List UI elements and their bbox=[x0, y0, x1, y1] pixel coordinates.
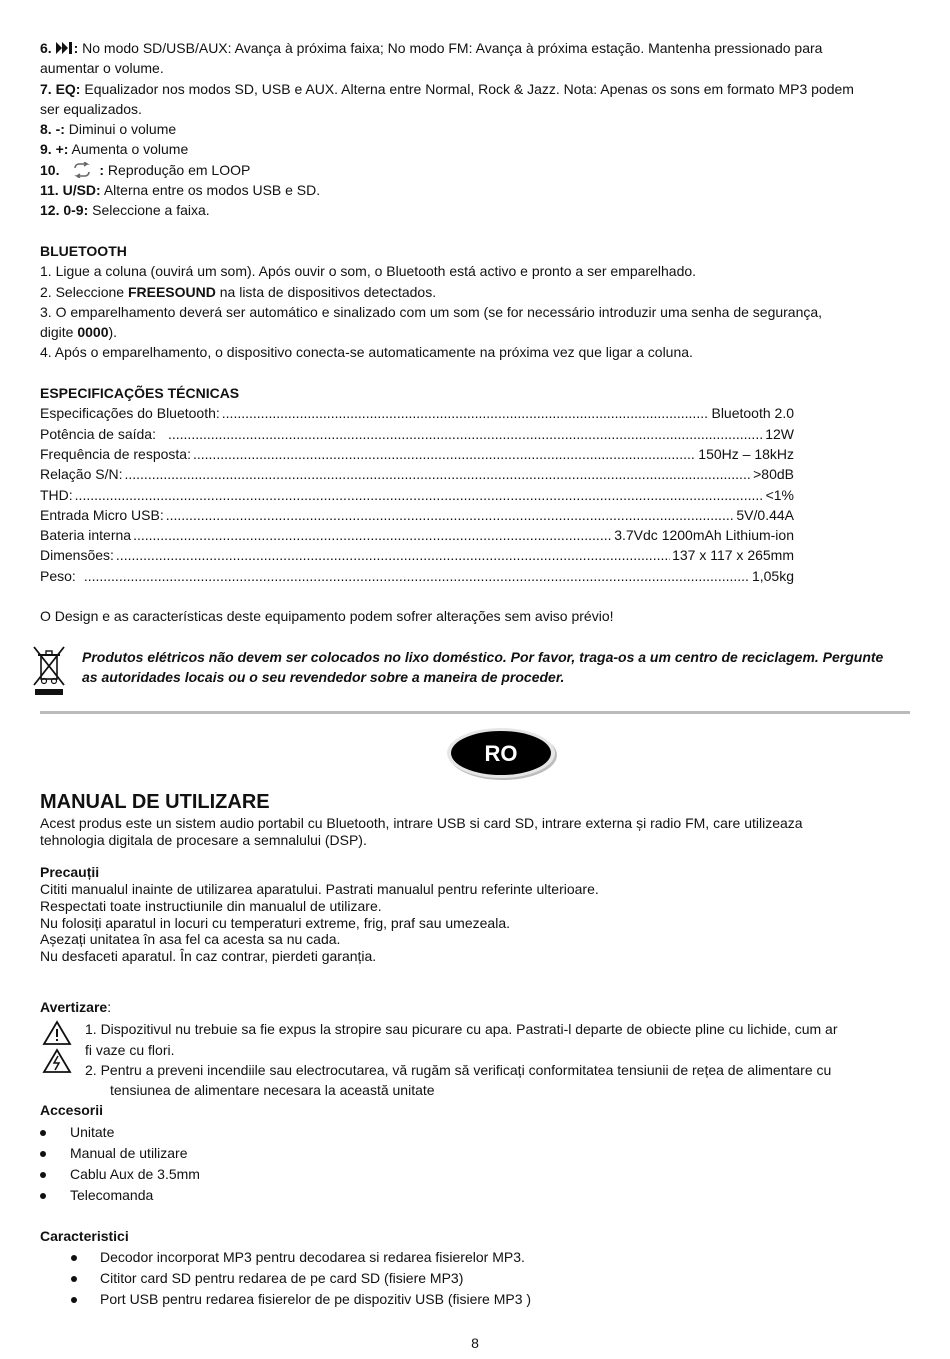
spec-row bbox=[40, 505, 794, 525]
recycle-notice-line-1: Produtos elétricos não devem ser colocados no lixo doméstico. Por favor, traga-os a um centro de reciclagem. Pergunte bbox=[82, 649, 884, 665]
bluetooth-step-2-post: na lista de dispositivos detectados. bbox=[215, 284, 437, 300]
specs-heading: ESPECIFICAÇÕES TÉCNICAS bbox=[40, 385, 240, 401]
precautie-item: Așezați unitatea în asa fel ca acesta sa nu cada. bbox=[40, 931, 341, 947]
control-item-9-text: Aumenta o volume bbox=[68, 141, 189, 157]
skip-next-icon bbox=[56, 42, 74, 54]
spec-value: 1,05kg bbox=[751, 568, 794, 584]
precautie-item: Nu folosiți aparatul in locuri cu temperaturi extreme, frig, praf sau umezeala. bbox=[40, 915, 510, 931]
accesorii-heading: Accesorii bbox=[40, 1102, 104, 1118]
spec-label: Peso: bbox=[40, 568, 76, 584]
precautie-item: Cititi manualul inainte de utilizarea aparatului. Pastrati manualul pentru referinte ulterioare. bbox=[40, 881, 599, 897]
warning-1-cont: fi vaze cu flori. bbox=[85, 1042, 175, 1058]
recycle-notice-line-2: as autoridades locais ou o seu revendedor sobre a maneira de proceder. bbox=[82, 669, 565, 685]
spec-label: Bateria interna bbox=[40, 527, 132, 543]
crossed-bin-icon bbox=[32, 645, 66, 697]
warning-triangle-icon bbox=[42, 1020, 72, 1046]
bluetooth-pin: 0000 bbox=[77, 324, 109, 340]
control-item-10 bbox=[40, 160, 250, 180]
control-item-10-label: 10. bbox=[40, 162, 60, 178]
language-badge bbox=[446, 725, 558, 781]
spec-row bbox=[40, 545, 794, 565]
bluetooth-step-3-cont bbox=[40, 322, 117, 342]
control-item-7-label: 7. EQ: bbox=[40, 81, 81, 97]
warning-2: 2. Pentru a preveni incendiile sau electrocutarea, vă rugăm să verificați conformitatea tensiunii de rețea de alimentare cu bbox=[85, 1062, 832, 1078]
spec-label: Frequência de resposta: bbox=[40, 446, 191, 462]
spec-value: 12W bbox=[765, 426, 794, 442]
manual-intro-line-2: tehnologia digitala de procesare a semnalului (DSP). bbox=[40, 832, 367, 848]
control-item-8-label: 8. -: bbox=[40, 121, 65, 137]
control-item-10-text: Reprodução em LOOP bbox=[104, 162, 251, 178]
spec-value: 5V/0.44A bbox=[736, 507, 794, 523]
page-number: 8 bbox=[471, 1335, 479, 1351]
warning-1: 1. Dispozitivul nu trebuie sa fie expus la stropire sau picurare cu apa. Pastrati-l departe de obiecte pline cu lichide, cum ar bbox=[85, 1021, 838, 1037]
spec-label: Potência de saída: bbox=[40, 426, 156, 442]
spec-value: 137 x 117 x 265mm bbox=[672, 547, 794, 563]
avertizare-heading: Avertizare bbox=[40, 999, 108, 1015]
precautii-heading: Precauții bbox=[40, 864, 100, 880]
bluetooth-device-name: FREESOUND bbox=[127, 284, 216, 300]
bluetooth-step-3: 3. O emparelhamento deverá ser automático e sinalizado com um som (se for necessário introduzir uma senha de segurança, bbox=[40, 304, 823, 320]
bluetooth-heading: BLUETOOTH bbox=[40, 243, 127, 259]
manual-title: MANUAL DE UTILIZARE bbox=[40, 791, 270, 813]
spec-label: Especificações do Bluetooth: bbox=[40, 405, 220, 421]
warning-2-cont: tensiunea de alimentare necesara la această unitate bbox=[110, 1082, 435, 1098]
caracteristici-heading: Caracteristici bbox=[40, 1228, 129, 1244]
control-item-11-text: Alterna entre os modos USB e SD. bbox=[100, 182, 321, 198]
control-item-6 bbox=[40, 38, 822, 58]
precautie-item: Respectati toate instructiunile din manualul de utilizare. bbox=[40, 898, 382, 914]
manual-page: 6. : No modo SD/USB/AUX: Avança à próxima faixa; No modo FM: Avança à próxima estação. Mantenha pressionado para aumentar o volume. 7. EQ: Equalizador nos modos SD, USB e AUX. Alterna entre Normal, Rock & Jazz. Nota: Apenas os sons em formato MP3 podem ser equalizados. 8. -: Diminui o volume 9. +: Aumenta o volume 10. : Reprodução em LOOP 11. U/SD: Alterna entre os modos USB e SD. 12. 0-9: Seleccione a faixa. BLUETOOTH 1. Ligue a coluna (ouvirá um som). Após ouvir o som, o Bluetooth está activo e pronto a ser emparelhado. 2. Seleccione FREESOUND na lista de dispositivos detectados. 3. O emparelhamento deverá ser automático e sinalizado com um som (se for necessário introduzir uma senha de segurança, digite 0000). 4. Após o emparelhamento, o dispositivo conecta-se automaticamente na próxima vez que ligar a coluna. ESPECIFICAÇÕES TÉCNICAS Especificações do Bluetooth: ..... Bluetooth 2.0 Potência de saída: ..... 12W Frequência de resposta: ..... 150Hz – 18kHz Relação S/N: ..... >80dB THD: ..... <1% Entrada Micro USB: ..... 5V/0.44A Bateria interna ..... 3.7Vdc 1200mAh Lithium-ion Dimensões: ..... 137 x 117 x 265mm Peso: ..... 1,05kg O Design e as características deste equipamento podem sofrer alterações sem aviso prévio! Produtos elétricos não devem ser colocados no lixo doméstico. Por favor, traga-os a um centro de reciclagem. Pergunte as autoridades locais ou o seu revendedor sobre a maneira de proceder. RO MANUAL DE UTILIZARE Acest produs este un sistem audio portabil cu Bluetooth, intrare USB si card SD, intrare externa și radio FM, care utilizeaza tehnologia digitala de procesare a semnalului (DSP). Precauții Cititi manualul inainte de utilizarea aparatului. Pastrati manualul pentru referinte ulterioare. Respectati toate instructiunile din manualul de utilizare. Nu folosiți aparatul in locuri cu temperaturi extreme, frig, praf sau umezeala. Așezați unitatea în asa fel ca acesta sa nu cada. Nu desfaceti aparatul. În caz contrar, pierdeti garanția. Avertizare: 1. Dispozitivul nu trebuie sa fie expus la stropire sau picurare cu apa. Pastrati-l departe de obiecte pline cu lichide, cum ar fi vaze cu flori. 2. Pentru a preveni incendiile sau electrocutarea, vă rugăm să verificați conformitatea tensiunii de rețea de alimentare cu tensiunea de alimentare necesara la această unitate Accesorii Unitate Manual de utilizare Cablu Aux de 3.5mm Telecomanda Caracteristici Decodor incorporat MP3 pentru decodarea si redarea fisierelor MP3. Cititor card SD pentru redarea de pe card SD (fisiere MP3) Port USB pentru redarea fisierelor de pe dispozitiv USB (fisiere MP3 ) 8 bbox=[0, 0, 950, 1359]
manual-intro-line-1: Acest produs este un sistem audio portabil cu Bluetooth, intrare USB si card SD, intrare externa și radio FM, care utilizeaza bbox=[40, 815, 803, 831]
spec-row bbox=[40, 464, 794, 484]
bluetooth-step-2 bbox=[40, 282, 436, 302]
control-item-7-text: Equalizador nos modos SD, USB e AUX. Alterna entre Normal, Rock & Jazz. Nota: Apenas os sons em formato MP3 podem bbox=[80, 81, 854, 97]
spec-value: >80dB bbox=[753, 466, 794, 482]
control-item-8 bbox=[40, 119, 176, 139]
control-item-9 bbox=[40, 139, 188, 159]
bluetooth-step-1: 1. Ligue a coluna (ouvirá um som). Após ouvir o som, o Bluetooth está activo e pronto a ser emparelhado. bbox=[40, 263, 697, 279]
design-note: O Design e as características deste equipamento podem sofrer alterações sem aviso prévio! bbox=[40, 608, 614, 624]
control-item-6-num: 6. bbox=[40, 40, 56, 56]
spec-value: 3.7Vdc 1200mAh Lithium-ion bbox=[614, 527, 794, 543]
spec-label: Entrada Micro USB: bbox=[40, 507, 164, 523]
control-item-7 bbox=[40, 79, 854, 99]
loop-icon bbox=[71, 162, 93, 178]
spec-value: 150Hz – 18kHz bbox=[698, 446, 794, 462]
bluetooth-step-3-cont-pre: digite bbox=[40, 324, 78, 340]
spec-value: Bluetooth 2.0 bbox=[711, 405, 794, 421]
control-item-8-text: Diminui o volume bbox=[64, 121, 177, 137]
spec-row bbox=[40, 525, 794, 545]
control-item-12 bbox=[40, 200, 210, 220]
control-item-6-cont: aumentar o volume. bbox=[40, 60, 164, 76]
bluetooth-step-4: 4. Após o emparelhamento, o dispositivo conecta-se automaticamente na próxima vez que ligar a coluna. bbox=[40, 344, 693, 360]
bluetooth-step-2-pre: 2. Seleccione bbox=[40, 284, 128, 300]
control-item-10-sep: : bbox=[99, 162, 105, 178]
control-item-11 bbox=[40, 180, 320, 200]
electric-hazard-icon bbox=[42, 1048, 72, 1074]
control-item-6-sep: : bbox=[73, 40, 79, 56]
avertizare-heading-row bbox=[40, 997, 111, 1017]
spec-row bbox=[40, 444, 794, 464]
avertizare-colon: : bbox=[107, 999, 112, 1015]
control-item-12-label: 12. 0-9: bbox=[40, 202, 89, 218]
section-divider bbox=[40, 711, 910, 714]
bluetooth-step-3-cont-post: ). bbox=[108, 324, 118, 340]
control-item-6-text: No modo SD/USB/AUX: Avança à próxima faixa; No modo FM: Avança à próxima estação. Mantenha pressionado para bbox=[78, 40, 823, 56]
language-badge-label: RO bbox=[484, 741, 518, 766]
spec-label: THD: bbox=[40, 487, 73, 503]
control-item-12-text: Seleccione a faixa. bbox=[88, 202, 210, 218]
spec-row bbox=[40, 566, 794, 586]
spec-value: <1% bbox=[765, 487, 794, 503]
control-item-11-label: 11. U/SD: bbox=[40, 182, 101, 198]
spec-row bbox=[40, 424, 794, 444]
spec-row bbox=[40, 485, 794, 505]
spec-label: Relação S/N: bbox=[40, 466, 123, 482]
precautie-item: Nu desfaceti aparatul. În caz contrar, pierdeti garanția. bbox=[40, 948, 377, 964]
control-item-7-cont: ser equalizados. bbox=[40, 101, 142, 117]
spec-row bbox=[40, 403, 794, 423]
spec-label: Dimensões: bbox=[40, 547, 114, 563]
control-item-9-label: 9. +: bbox=[40, 141, 69, 157]
